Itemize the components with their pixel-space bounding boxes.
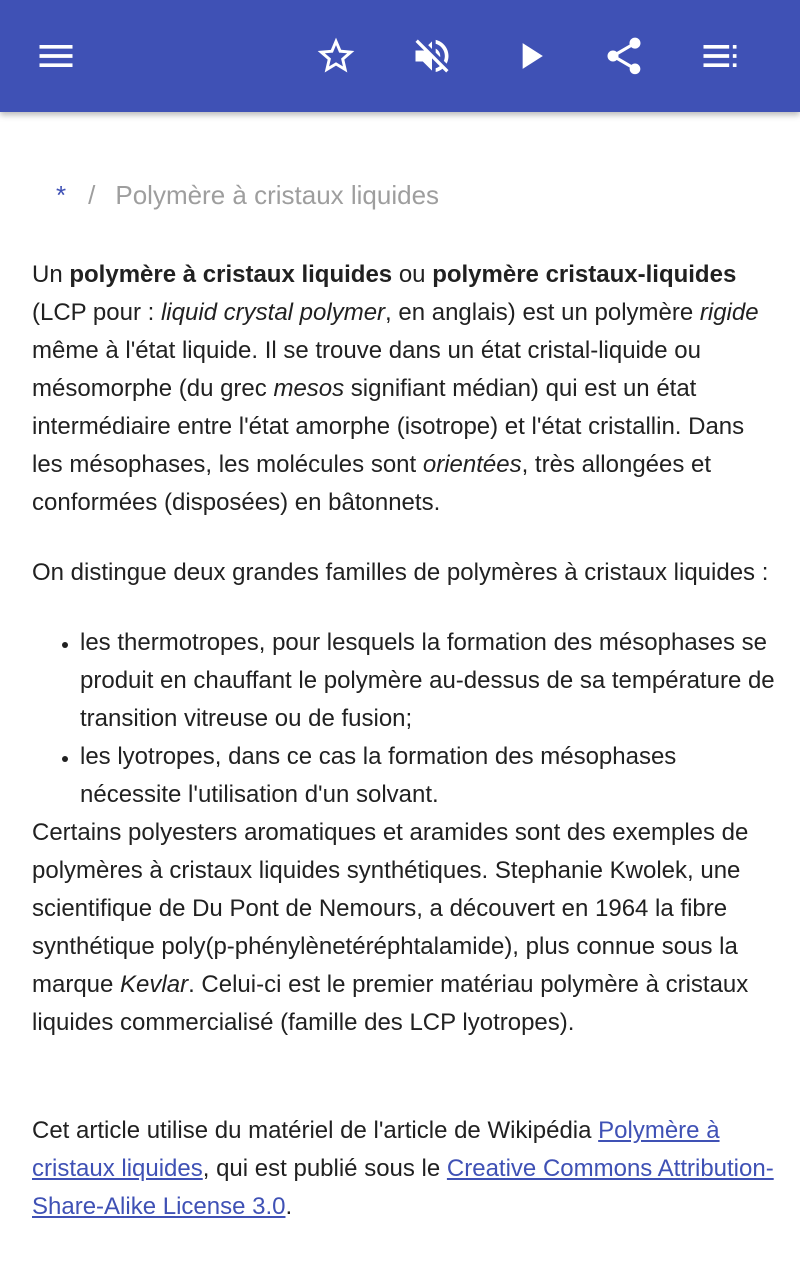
text-run: . [285,1193,293,1220]
families-list [32,624,776,814]
breadcrumb-current: Polymère à cristaux liquides [115,180,440,210]
text-run: même à l'état liquide. Il se trouve dans un état cristal-liquide ou mésomorphe (du grec [32,337,701,402]
breadcrumb-home-link[interactable]: * [56,180,67,210]
volume-off-icon [410,34,454,78]
menu-button[interactable] [28,28,84,84]
license-link[interactable]: Creative Commons Attribution-Share-Alike License 3.0 [32,1155,774,1220]
intro-paragraph [32,256,776,522]
breadcrumb [56,180,439,211]
examples-paragraph [32,814,776,1042]
list-item: • les lyotropes, dans ce cas la formation des mésophases nécessite l'utilisation d'un solvant. [80,738,776,814]
play-button[interactable] [502,28,558,84]
star-outline-icon [314,34,358,78]
favorite-button[interactable] [308,28,364,84]
text-run: Un [32,261,70,288]
attribution-paragraph [32,1112,776,1226]
mute-button[interactable] [404,28,460,84]
italic-term: liquid crystal polymer [160,299,386,326]
text-run: signifiant médian) qui est un état intermédiaire entre l'état amorphe (isotrope) et l'état cristallin. Dans les mésophases, les molécules sont [32,375,745,478]
text-run: Certains polyesters aromatiques et aramides sont des exemples de polymères à cristaux liquides synthétiques. Stephanie Kwolek, une scientifique de Du Pont de Nemours, a découvert en 1964 la fibre synthétique poly(p-phénylènetéréphtalamide), plus connue sous la marque [32,819,749,998]
italic-term: Kevlar [120,971,189,998]
italic-term: mesos [273,375,345,402]
share-button[interactable] [596,28,652,84]
breadcrumb-separator: / [88,180,96,210]
text-run: Cet article utilise du matériel de l'article de Wikipédia [32,1117,599,1144]
bold-term: polymère à cristaux liquides [69,261,393,288]
italic-term: orientées [422,451,522,478]
text-run: , en anglais) est un polymère [385,299,700,326]
bold-term: polymère cristaux-liquides [432,261,737,288]
text-run: , très allongées et conformées (disposées) en bâtonnets. [32,451,712,516]
source-article-link[interactable]: Polymère à cristaux liquides [32,1117,720,1182]
hamburger-menu-icon [34,34,78,78]
article-body [32,256,776,1226]
families-paragraph: On distingue deux grandes familles de polymères à cristaux liquides : [32,559,769,586]
play-icon [508,34,552,78]
contents-list-button[interactable] [692,28,748,84]
app-toolbar [0,0,800,112]
italic-term: rigide [699,299,759,326]
text-run: (LCP pour : [32,299,161,326]
text-run: ou [392,261,433,288]
share-icon [602,34,646,78]
text-run: , qui est publié sous le [202,1155,447,1182]
list-item: • les thermotropes, pour lesquels la formation des mésophases se produit en chauffant le polymère au-dessus de sa température de transition vitreuse ou de fusion; [80,624,776,738]
playlist-icon [698,34,742,78]
text-run: . Celui-ci est le premier matériau polymère à cristaux liquides commercialisé (famille des LCP lyotropes). [32,971,749,1036]
